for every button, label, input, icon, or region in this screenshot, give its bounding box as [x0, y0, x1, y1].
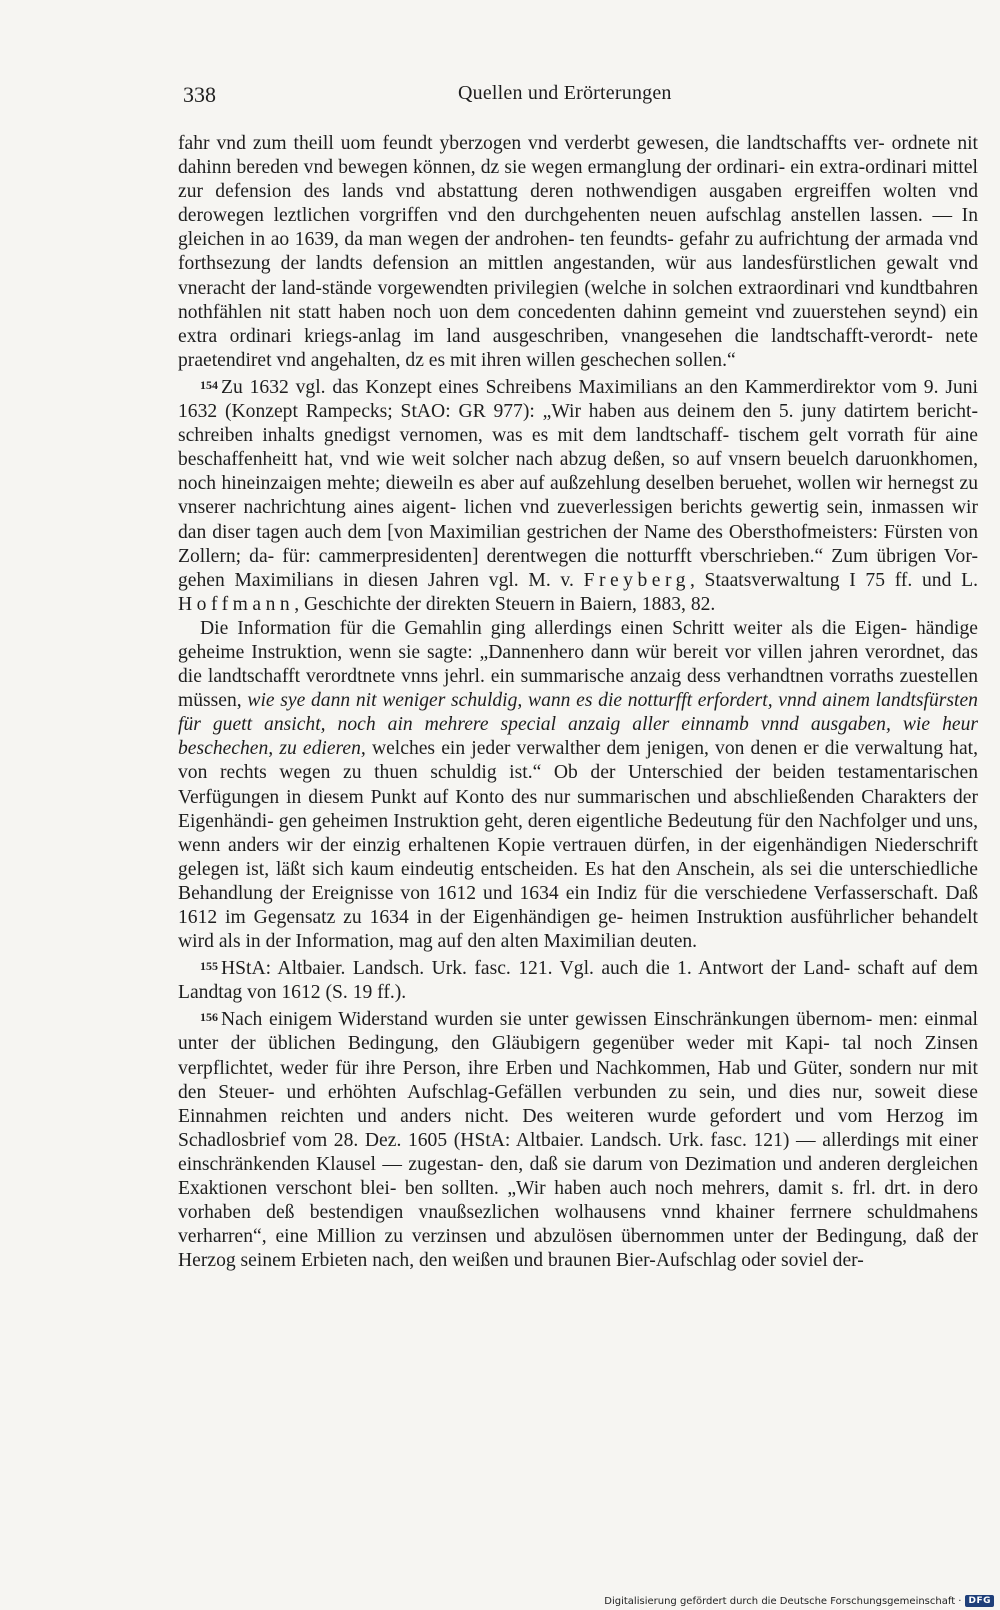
footnote-155 — [178, 954, 978, 1005]
dfg-logo: DFG — [965, 1595, 994, 1607]
author-name: Freyberg — [583, 569, 690, 591]
footnote-number: 154 — [200, 377, 218, 392]
body-text — [178, 132, 978, 1273]
footnote-text: , Geschichte der direkten Steuern in Baiern, 1883, 82. — [294, 593, 716, 615]
footnote-number: 156 — [200, 1010, 218, 1025]
running-title: Quellen und Erörterungen — [458, 82, 672, 104]
footnote-number: 155 — [200, 959, 218, 974]
page-number: 338 — [183, 82, 216, 107]
paragraph-text: welches ein jeder verwalther dem jenigen, von denen er die verwaltung hat, von rechts wegen zu thuen schuldig ist.“ Ob der Unterschied der beiden testamentarischen Verfügungen in diesem Punkt auf Konto des nur summarischen und abschließenden Charakters der Eigenhändi- gen geheimen Instruktion geht, deren eigentliche Bedeutung für den Nachfolger und uns, wenn anders wir der einzig erhaltenen Kopie vertrauen dürfen, in der eigenhändigen Niederschrift gelegen ist, läßt sich kaum eindeutig entscheiden. Es hat den Anschein, als sei die unterschiedliche Behandlung der Ereignisse von 1612 und 1634 ein Indiz für die verschiedene Verfasserschaft. Daß 1612 im Gegensatz zu 1634 in der Eigenhändigen ge- heimen Instruktion ausführlicher behandelt wird als in der Information, mag auf den alten Maximilian deuten. — [178, 738, 978, 953]
footnote-text: Zu 1632 vgl. das Konzept eines Schreibens Maximilians an den Kammerdirektor vom 9. Juni 1632 (Konzept Rampecks; StAO: GR 977): „Wir haben aus deinem den 5. juny datirtem bericht-schreiben inhalts gnedigst vernomen, was es mit dem landtschaff- tischem gelt vorrath für aine beschaffenheitt hat, vnd wie weit solcher nach abzug deßen, so auf vnsern beuelch daruonkhomen, noch hineinzaigen mehte; dieweiln es aber auf außzehlung deselben beruehet, wollen wir hernegst zu vnserer nachrichtung aines aigent- lichen vnd zueverlessigen berichts gewertig sein, inmassen wir dan diser tagen auch dem [von Maximilian gestrichen der Name des Obersthofmeisters: Fürsten von Zollern; da- für: cammerpresidenten] derentwegen die notturfft vberschrieben.“ Zum übrigen Vor- gehen Maximilians in diesen Jahren vgl. M. v. — [178, 376, 978, 591]
footnote-154 — [178, 373, 978, 617]
footnote-text: , Staatsverwaltung I 75 ff. und L. — [689, 569, 978, 591]
paragraph-information — [178, 617, 978, 954]
footer-credit: Digitalisierung gefördert durch die Deutsche Forschungsgemeinschaft · — [604, 1595, 962, 1607]
footnote-156 — [178, 1005, 978, 1273]
paragraph-continuation: fahr vnd zum theill uom feundt yberzogen vnd verderbt gewesen, die landtschaffts ver- ordnete nit dahinn bereden vnd bewegen können, dz sie wegen ermanglung der ordinari- ein extra-ordinari mittel zur defension des lands vnd abstattung deren nothwendigen ausgaben ergreiffen wolten vnd derowegen leztlichen vorgriffen vnd den durchgehenten neuen aufschlag anstellen lassen. — In gleichen in ao 1639, da man wegen der androhen- ten feundts- gefahr zu aufrichtung der armada vnd forthsezung der landts defension an mittlen angestanden, wür aus landesfürstlichen gewalt vnd vneracht der land-stände vorgewendten privilegien (welche in solchen extraordinari vnd kundtbahren nothfählen nit statt haben noch uon dem concedenten dahinn gemeint vnd zuuerstehen seynd) ein extra ordinari kriegs-anlag im land ausgeschriben, vnangesehen die landtschafft-verordt- nete praetendiret vnd angehalten, dz es mit ihren willen geschechen sollen.“ — [178, 133, 978, 371]
paragraph-text: Die Information für die Gemahlin ging allerdings einen Schritt weiter als die Eigen- händige geheime Instruktion, wenn sie sagte: „Dannenhero dann wür bereit vor villen jahren verordnet, das die landtschafft verordtnete vnns jehrl. ein summarische anzaig dess verhandtnen vorraths zuestellen müssen, — [178, 617, 978, 712]
digitization-footer — [600, 1592, 1000, 1610]
author-name: Hoffmann — [178, 593, 295, 615]
footnote-text: HStA: Altbaier. Landsch. Urk. fasc. 121. Vgl. auch die 1. Antwort der Land- schaft auf dem Landtag von 1612 (S. 19 ff.). — [178, 958, 978, 1004]
italic-quote: wie sye dann nit weniger schuldig, wann es die notturfft erfordert, vnnd ainem landtsfürsten für guett ansicht, noch ain mehrere special anzaig aller einnamb vnnd ausgaben, wie heur beschechen, zu edieren, — [178, 690, 978, 760]
page-header — [183, 82, 978, 112]
footnote-text: Nach einigem Widerstand wurden sie unter gewissen Einschränkungen übernom- men: einmal unter der üblichen Bedingung, den Gläubigern gegenüber weder mit Kapi- tal noch Zinsen verpflichtet, weder für ihre Person, ihre Erben und Nachkommen, Hab und Güter, sondern nur mit den Steuer- und erhöhten Aufschlag-Gefällen verbunden zu sein, und dies nur, soweit diese Einnahmen reichten und anders nicht. Des weiteren wurde gefordert und vom Herzog im Schadlosbrief vom 28. Dez. 1605 (HStA: Altbaier. Landsch. Urk. fasc. 121) — allerdings mit einer einschränkenden Klausel — zugestan- den, daß sie darum von Dezimation und anderen dergleichen Exaktionen verschont blei- ben sollten. „Wir haben auch noch mehrers, damit s. frl. drt. in dero vorhaben deß bestendigen vnaußsezlichen wolhausens vnnd khainer ferrnere schuldmahens verharren“, eine Million zu verzinsen und abzulösen übernommen unter der Bedingung, daß der Herzog seinem Erbieten nach, den weißen und braunen Bier-Aufschlag oder soviel der- — [178, 1009, 978, 1272]
